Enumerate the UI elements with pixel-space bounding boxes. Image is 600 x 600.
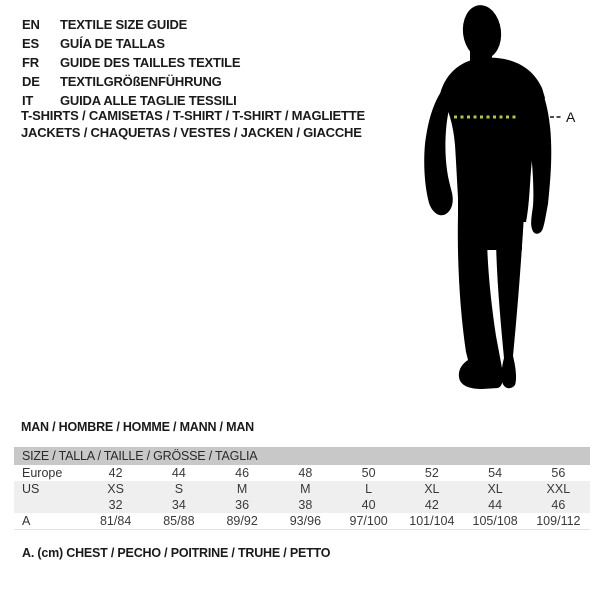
- table-row-europe: [14, 465, 590, 481]
- language-row-en: [22, 15, 240, 34]
- size-cell: 109/112: [536, 514, 581, 528]
- size-cell: XL: [487, 482, 503, 496]
- size-cell: 93/96: [289, 514, 322, 528]
- size-cell: 40: [361, 498, 376, 512]
- language-code: ES: [22, 36, 39, 51]
- size-cell: M: [300, 482, 311, 496]
- row-label: Europe: [22, 466, 63, 480]
- table-header: SIZE / TALLA / TAILLE / GRÖSSE / TAGLIA: [14, 447, 590, 465]
- size-cell: S: [174, 482, 184, 496]
- table-header-row: [14, 447, 590, 465]
- size-cell: 42: [424, 498, 439, 512]
- language-label: GUIDA ALLE TAGLIE TESSILI: [60, 93, 237, 108]
- size-cell: 44: [488, 498, 503, 512]
- size-cell: XXL: [546, 482, 571, 496]
- category-tshirts: T-SHIRTS / CAMISETAS / T-SHIRT / T-SHIRT / MAGLIETTE: [21, 108, 365, 123]
- row-label: A: [22, 514, 31, 528]
- size-cell: M: [236, 482, 248, 496]
- language-row-es: [22, 34, 240, 53]
- man-silhouette: [424, 3, 551, 389]
- size-cell: 54: [488, 466, 503, 480]
- size-cell: 89/92: [226, 514, 258, 528]
- language-code: DE: [22, 74, 40, 89]
- category-list: [21, 107, 365, 141]
- language-list: [22, 15, 240, 110]
- row-label: US: [22, 482, 40, 496]
- section-heading-man: MAN / HOMBRE / HOMME / MANN / MAN: [21, 420, 254, 434]
- size-cell: 38: [298, 498, 313, 512]
- size-cell: 46: [551, 498, 566, 512]
- category-jackets: JACKETS / CHAQUETAS / VESTES / JACKEN / GIACCHE: [21, 125, 362, 140]
- size-table: [14, 447, 590, 530]
- size-cell: 81/84: [99, 514, 132, 528]
- size-cell: 97/100: [349, 514, 388, 528]
- chest-footnote: A. (cm) CHEST / PECHO / POITRINE / TRUHE / PETTO: [22, 546, 331, 560]
- size-cell: XS: [107, 482, 124, 496]
- language-row-fr: [22, 53, 240, 72]
- row-label: [14, 497, 84, 513]
- language-code: IT: [22, 93, 34, 108]
- size-cell: 50: [361, 466, 376, 480]
- size-cell: L: [365, 482, 373, 496]
- marker-label-a: A: [566, 109, 576, 125]
- size-cell: 34: [171, 498, 186, 512]
- language-code: EN: [22, 17, 40, 32]
- language-label: GUÍA DE TALLAS: [60, 36, 165, 51]
- table-row-chest-cm: [14, 513, 590, 530]
- table-row-us-letters: [14, 481, 590, 497]
- language-code: FR: [22, 55, 39, 70]
- language-label: TEXTILE SIZE GUIDE: [60, 17, 188, 32]
- table-row-us-numbers: [14, 497, 590, 513]
- man-figure: [400, 0, 600, 420]
- man-silhouette-svg: [400, 0, 600, 420]
- language-label: GUIDE DES TAILLES TEXTILE: [60, 55, 241, 70]
- size-cell: 101/104: [409, 514, 455, 528]
- language-label: TEXTILGRÖßENFÜHRUNG: [60, 74, 222, 89]
- size-cell: XL: [424, 482, 440, 496]
- size-cell: 105/108: [472, 514, 518, 528]
- size-cell: 44: [171, 466, 186, 480]
- size-cell: 48: [298, 466, 313, 480]
- size-cell: 56: [551, 466, 566, 480]
- size-cell: 42: [108, 466, 123, 480]
- size-cell: 85/88: [163, 514, 195, 528]
- size-cell: 36: [235, 498, 250, 512]
- size-cell: 52: [424, 466, 439, 480]
- size-cell: 32: [108, 498, 123, 512]
- size-cell: 46: [235, 466, 250, 480]
- language-row-de: [22, 72, 240, 91]
